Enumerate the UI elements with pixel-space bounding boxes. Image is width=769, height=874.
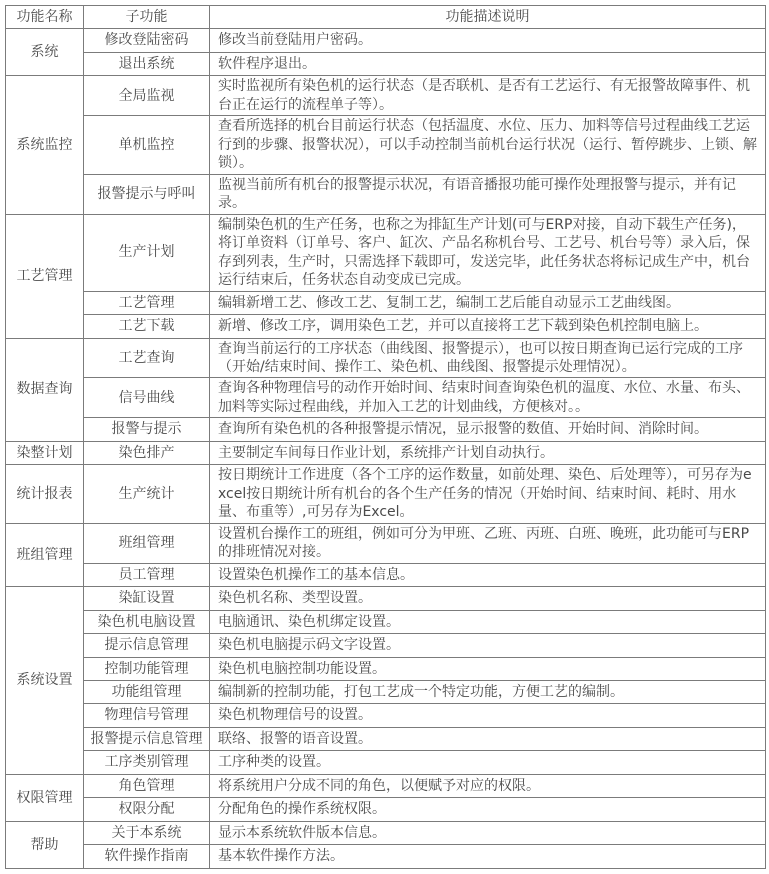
table-row [6,315,766,338]
header-row [6,6,766,29]
description-cell: 染色机名称、类型设置。 [210,587,766,610]
table-row [6,291,766,314]
description-cell: 编制新的控制功能，打包工艺成一个特定功能，方便工艺的编制。 [210,681,766,704]
description-cell: 染色机电脑控制功能设置。 [210,657,766,680]
table-row [6,634,766,657]
sub-function-cell: 权限分配 [84,798,210,821]
table-row [6,774,766,797]
description-cell: 将系统用户分成不同的角色，以便赋予对应的权限。 [210,774,766,797]
table-row [6,563,766,586]
description-cell: 按日期统计工作进度（各个工序的运作数量，如前处理、染色、后处理等），可另存为excel按日期统计所有机台的各个生产任务的情况（开始时间、结束时间、耗时、用水量、布重等）,可另存为Excel。 [210,465,766,523]
table-row [6,681,766,704]
group-name-cell: 工艺管理 [6,214,84,338]
description-cell: 设置染色机操作工的基本信息。 [210,563,766,586]
sub-function-cell: 工艺下载 [84,315,210,338]
sub-function-cell: 报警提示与呼叫 [84,174,210,214]
sub-function-cell: 班组管理 [84,523,210,563]
description-cell: 主要制定车间每日作业计划，系统排产计划自动执行。 [210,441,766,464]
table-row [6,821,766,844]
sub-function-cell: 员工管理 [84,563,210,586]
description-cell: 查询所有染色机的各种报警提示情况，显示报警的数值、开始时间、消除时间。 [210,418,766,441]
table-row [6,76,766,116]
table-row [6,523,766,563]
sub-function-cell: 功能组管理 [84,681,210,704]
description-cell: 查询当前运行的工序状态（曲线图、报警提示），也可以按日期查询已运行完成的工序（开始/结束时间、操作工、染色机、曲线图、报警提示处理情况）。 [210,338,766,378]
description-cell: 联络、报警的语音设置。 [210,727,766,750]
sub-function-cell: 工艺查询 [84,338,210,378]
description-cell: 染色机电脑提示码文字设置。 [210,634,766,657]
function-table [5,5,766,869]
sub-function-cell: 角色管理 [84,774,210,797]
description-cell: 电脑通讯、染色机绑定设置。 [210,610,766,633]
group-name-cell: 染整计划 [6,441,84,464]
group-name-cell: 数据查询 [6,338,84,441]
table-row [6,610,766,633]
group-name-cell: 统计报表 [6,465,84,523]
description-cell: 软件程序退出。 [210,52,766,75]
table-row [6,465,766,523]
sub-function-cell: 报警提示信息管理 [84,727,210,750]
group-name-cell: 帮助 [6,821,84,868]
sub-function-cell: 生产统计 [84,465,210,523]
sub-function-cell: 全局监视 [84,76,210,116]
table-row [6,174,766,214]
sub-function-cell: 单机监控 [84,116,210,174]
description-cell: 分配角色的操作系统权限。 [210,798,766,821]
table-row [6,418,766,441]
description-cell: 查看所选择的机台目前运行状态（包括温度、水位、压力、加料等信号过程曲线工艺运行到的步骤、报警状况），可以手动控制当前机台运行状况（运行、暂停跳步、上锁、解锁）。 [210,116,766,174]
col-header-sub-function: 子功能 [84,6,210,29]
table-row [6,441,766,464]
table-row [6,751,766,774]
table-body [6,29,766,868]
description-cell: 设置机台操作工的班组，例如可分为甲班、乙班、丙班、白班、晚班，此功能可与ERP的排班情况对接。 [210,523,766,563]
description-cell: 显示本系统软件版本信息。 [210,821,766,844]
table-row [6,845,766,868]
table-row [6,657,766,680]
description-cell: 查询各种物理信号的动作开始时间、结束时间查询染色机的温度、水位、水量、布头、加料等实际过程曲线，并加入工艺的计划曲线，方便核对。。 [210,378,766,418]
table-row [6,29,766,52]
table-row [6,587,766,610]
description-cell: 染色机物理信号的设置。 [210,704,766,727]
description-cell: 修改当前登陆用户密码。 [210,29,766,52]
col-header-function-name: 功能名称 [6,6,84,29]
group-name-cell: 系统监控 [6,76,84,214]
table-row [6,338,766,378]
description-cell: 基本软件操作方法。 [210,845,766,868]
table-row [6,798,766,821]
description-cell: 编制染色机的生产任务，也称之为排缸生产计划(可与ERP对接，自动下载生产任务)，将订单资料（订单号、客户、缸次、产品名称机台号、工艺号、机台号等）录入后，保存到列表，生产时，只需选择下载即可，发送完毕，此任务状态将标记成生产中，机台运行结束后，任务状态自动变成已完成。 [210,214,766,291]
sub-function-cell: 退出系统 [84,52,210,75]
group-name-cell: 权限管理 [6,774,84,821]
sub-function-cell: 生产计划 [84,214,210,291]
description-cell: 监视当前所有机台的报警提示状况，有语音播报功能可操作处理报警与提示，并有记录。 [210,174,766,214]
sub-function-cell: 提示信息管理 [84,634,210,657]
col-header-description: 功能描述说明 [210,6,766,29]
description-cell: 工序种类的设置。 [210,751,766,774]
sub-function-cell: 软件操作指南 [84,845,210,868]
table-row [6,52,766,75]
sub-function-cell: 信号曲线 [84,378,210,418]
table-row [6,214,766,291]
description-cell: 新增、修改工序，调用染色工艺，并可以直接将工艺下载到染色机控制电脑上。 [210,315,766,338]
sub-function-cell: 工序类别管理 [84,751,210,774]
sub-function-cell: 工艺管理 [84,291,210,314]
sub-function-cell: 染色排产 [84,441,210,464]
sub-function-cell: 染色机电脑设置 [84,610,210,633]
sub-function-cell: 关于本系统 [84,821,210,844]
sub-function-cell: 控制功能管理 [84,657,210,680]
table-row [6,116,766,174]
group-name-cell: 系统 [6,29,84,76]
sub-function-cell: 染缸设置 [84,587,210,610]
sub-function-cell: 报警与提示 [84,418,210,441]
sub-function-cell: 物理信号管理 [84,704,210,727]
sub-function-cell: 修改登陆密码 [84,29,210,52]
table-row [6,727,766,750]
table-row [6,378,766,418]
description-cell: 编辑新增工艺、修改工艺、复制工艺，编制工艺后能自动显示工艺曲线图。 [210,291,766,314]
description-cell: 实时监视所有染色机的运行状态（是否联机、是否有工艺运行、有无报警故障事件、机台正在运行的流程单子等）。 [210,76,766,116]
table-row [6,704,766,727]
group-name-cell: 班组管理 [6,523,84,586]
group-name-cell: 系统设置 [6,587,84,775]
